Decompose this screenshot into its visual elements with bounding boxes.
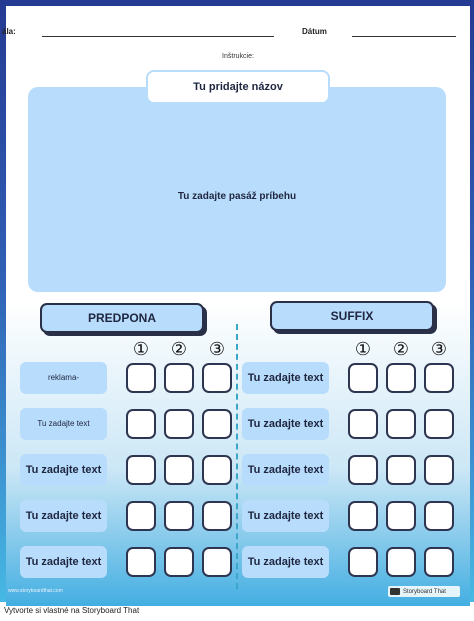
suffix-word-5[interactable]: Tu zadajte text <box>242 546 329 578</box>
suffix-answer-4-2[interactable] <box>386 501 416 531</box>
prefix-answer-3-2[interactable] <box>164 455 194 485</box>
prefix-number-3: ③ <box>208 339 226 360</box>
suffix-answer-2-1[interactable] <box>348 409 378 439</box>
prefix-word-2[interactable]: Tu zadajte text <box>20 408 107 440</box>
prefix-word-1[interactable]: reklama- <box>20 362 107 394</box>
storyboard-logo[interactable] <box>388 586 460 597</box>
instructions-label: Inštrukcie: <box>222 53 254 60</box>
story-passage-placeholder: Tu zadajte pasáž príbehu <box>177 191 297 202</box>
prefix-answer-5-1[interactable] <box>126 547 156 577</box>
suffix-answer-1-3[interactable] <box>424 363 454 393</box>
prefix-heading: PREDPONA <box>40 303 204 333</box>
suffix-answer-1-1[interactable] <box>348 363 378 393</box>
suffix-number-1: ① <box>354 339 372 360</box>
prefix-number-2: ② <box>170 339 188 360</box>
suffix-word-4[interactable]: Tu zadajte text <box>242 500 329 532</box>
name-line[interactable] <box>42 36 274 37</box>
prefix-answer-5-3[interactable] <box>202 547 232 577</box>
column-divider <box>236 324 238 589</box>
storyboard-logo-icon <box>390 588 400 595</box>
suffix-answer-4-1[interactable] <box>348 501 378 531</box>
footer-url[interactable]: www.storyboardthat.com <box>8 588 63 594</box>
name-label: ála: <box>2 27 16 36</box>
suffix-word-3[interactable]: Tu zadajte text <box>242 454 329 486</box>
storyboard-logo-text: Storyboard That <box>403 588 446 595</box>
suffix-answer-5-2[interactable] <box>386 547 416 577</box>
suffix-number-2: ② <box>392 339 410 360</box>
prefix-answer-2-3[interactable] <box>202 409 232 439</box>
prefix-word-5[interactable]: Tu zadajte text <box>20 546 107 578</box>
story-passage-box[interactable] <box>28 87 446 292</box>
suffix-answer-3-2[interactable] <box>386 455 416 485</box>
create-your-own-caption[interactable]: Vytvorte si vlastné na Storyboard That <box>4 606 140 615</box>
suffix-answer-5-1[interactable] <box>348 547 378 577</box>
prefix-answer-3-1[interactable] <box>126 455 156 485</box>
worksheet-page <box>2 6 470 606</box>
suffix-number-3: ③ <box>430 339 448 360</box>
date-line[interactable] <box>352 36 456 37</box>
story-title-box[interactable]: Tu pridajte názov <box>146 70 330 104</box>
suffix-heading: SUFFIX <box>270 301 434 331</box>
suffix-word-1[interactable]: Tu zadajte text <box>242 362 329 394</box>
prefix-answer-5-2[interactable] <box>164 547 194 577</box>
prefix-answer-4-1[interactable] <box>126 501 156 531</box>
date-label: Dátum <box>302 27 327 36</box>
prefix-answer-2-1[interactable] <box>126 409 156 439</box>
prefix-word-3[interactable]: Tu zadajte text <box>20 454 107 486</box>
suffix-answer-4-3[interactable] <box>424 501 454 531</box>
suffix-answer-2-2[interactable] <box>386 409 416 439</box>
prefix-number-1: ① <box>132 339 150 360</box>
suffix-answer-3-3[interactable] <box>424 455 454 485</box>
prefix-answer-4-2[interactable] <box>164 501 194 531</box>
prefix-word-4[interactable]: Tu zadajte text <box>20 500 107 532</box>
prefix-answer-1-3[interactable] <box>202 363 232 393</box>
prefix-answer-3-3[interactable] <box>202 455 232 485</box>
suffix-answer-5-3[interactable] <box>424 547 454 577</box>
prefix-answer-1-1[interactable] <box>126 363 156 393</box>
prefix-answer-4-3[interactable] <box>202 501 232 531</box>
prefix-answer-2-2[interactable] <box>164 409 194 439</box>
suffix-word-2[interactable]: Tu zadajte text <box>242 408 329 440</box>
suffix-answer-3-1[interactable] <box>348 455 378 485</box>
suffix-answer-1-2[interactable] <box>386 363 416 393</box>
prefix-answer-1-2[interactable] <box>164 363 194 393</box>
suffix-answer-2-3[interactable] <box>424 409 454 439</box>
